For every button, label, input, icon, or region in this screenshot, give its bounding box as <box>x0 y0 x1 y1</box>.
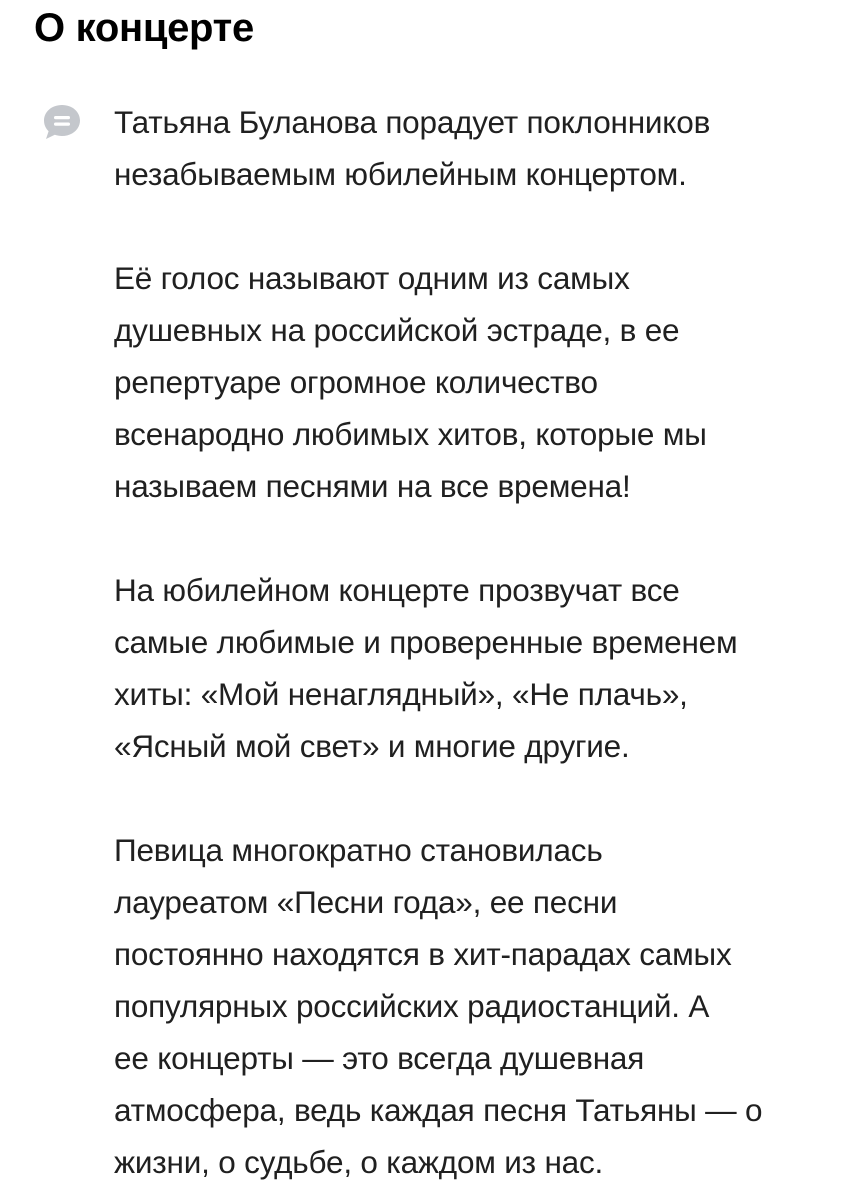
section-title: О концерте <box>34 6 254 50</box>
description-paragraph: На юбилейном концерте прозвучат все самые любимые и проверенные временем хиты: «Мой ненаглядный», «Не плачь», «Ясный мой свет» и многие другие. <box>114 572 738 764</box>
concert-description <box>114 96 830 1188</box>
description-paragraph: Татьяна Буланова порадует поклонников незабываемым юбилейным концертом. <box>114 104 711 192</box>
speech-bubble-icon <box>42 103 82 141</box>
description-paragraph: Её голос называют одним из самых душевных на российской эстраде, в ее репертуаре огромное количество всенародно любимых хитов, которые мы называем песнями на все времена! <box>114 260 707 504</box>
description-paragraph: Певица многократно становилась лауреатом «Песни года», ее песни постоянно находятся в хит-парадах самых популярных российских радиостанций. А ее концерты — это всегда душевная атмосфера, ведь каждая песня Татьяны — о жизни, о судьбе, о каждом из нас. <box>114 832 763 1180</box>
